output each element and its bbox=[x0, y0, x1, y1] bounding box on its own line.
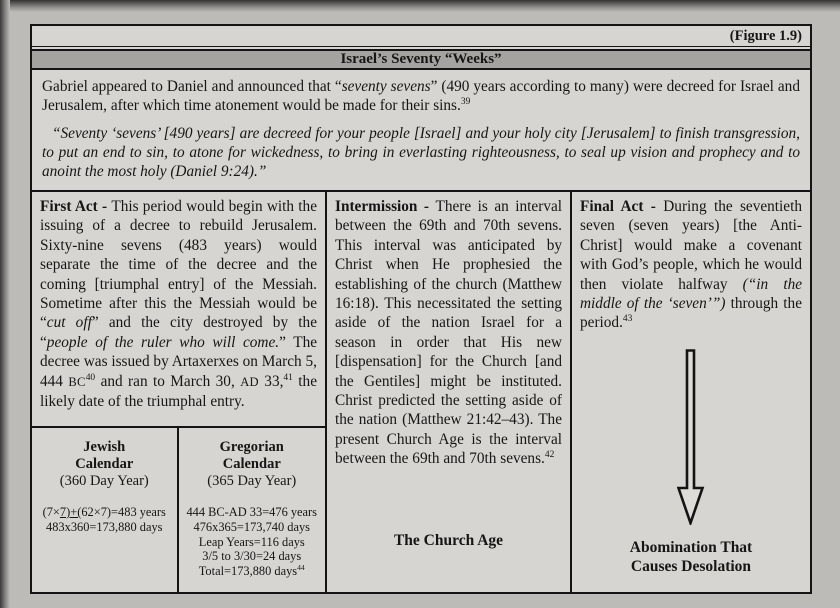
abomination-label-line1: Abomination That bbox=[629, 539, 753, 556]
abomination-label-line2: Causes Desolation bbox=[630, 558, 752, 575]
church-age-label: The Church Age bbox=[393, 532, 504, 549]
figure-label-row bbox=[32, 26, 810, 47]
formula-line: 476x365=173,740 days bbox=[193, 519, 310, 534]
calendar-table bbox=[32, 426, 325, 592]
final-act-column bbox=[572, 192, 810, 592]
formula-line: 3/5 to 3/30=24 days bbox=[202, 549, 302, 564]
first-act-column bbox=[32, 192, 327, 592]
gregorian-calendar-cell bbox=[179, 428, 326, 592]
final-act-text: Final Act - During the seventieth seven (seven years) [the Anti-Christ] would make a covenant with God’s people, which he would then violate halfway (“in the middle of the ‘seven’”) through the period.$^{43}$ bbox=[580, 198, 803, 332]
page-left-edge-shadow bbox=[0, 0, 10, 608]
formula-line: Total=173,880 days$^{44}$ bbox=[198, 563, 305, 579]
formula-line: 444 BC-AD 33=476 years bbox=[186, 505, 318, 519]
formula-line: (7×7)+(62×7)=483 years bbox=[42, 505, 166, 519]
jewish-calendar-title-line1: Jewish bbox=[83, 439, 126, 455]
figure-label: (Figure 1.9) bbox=[729, 27, 802, 44]
formula-line: Leap Years=116 days bbox=[198, 534, 305, 549]
down-arrow-icon bbox=[677, 349, 705, 525]
intermission-column bbox=[327, 192, 572, 592]
gregorian-calendar-title-line1: Gregorian bbox=[219, 439, 284, 455]
gregorian-calendar-subtitle: (365 Day Year) bbox=[207, 473, 297, 489]
intro-section bbox=[32, 70, 810, 192]
jewish-calendar-subtitle: (360 Day Year) bbox=[59, 473, 149, 489]
figure-title-band bbox=[32, 49, 810, 70]
scripture-quote: “Seventy ‘sevens’ [490 years] are decreed for your people [Israel] and your holy city [Jerusalem] to finish transgression, to put an end to sin, to atone for wickedness, to bring in everlasting righteousness, to seal up vision and prophecy and to anoint the most holy (Daniel 9:24).” bbox=[42, 125, 800, 180]
abomination-label bbox=[580, 538, 802, 576]
gregorian-calendar-formulas bbox=[179, 505, 326, 579]
first-act-text: First Act - This period would begin with the issuing of a decree to rebuild Jerusalem. Sixty-nine sevens (483 years) would separate the time of the decree and the coming [triumphal entry] of the Messiah. Sometime after this the Messiah would be “cut off” and the city destroyed by the “people of the ruler who will come.” The decree was issued by Artaxerxes on March 5, 444 BC$^{40}$ and ran to March 30, AD 33,41 the likely date of the triumphal entry. bbox=[40, 198, 318, 411]
intermission-text: Intermission - There is an interval between the 69th and 70th sevens. This interval was anticipated by Christ when He prophesied the establishing of the church (Matthew 16:18). This necessitated the setting aside of the nation Israel for a season in order that His new [dispensation] for the Church [and the Gentiles] might be instituted. Christ predicted the setting aside of the nation (Matthew 21:42–43). The present Church Age is the interval between the 69th and 70th sevens.$^{42}$ bbox=[335, 198, 563, 468]
formula-line: 483x360=173,880 days bbox=[46, 519, 163, 534]
jewish-calendar-formulas bbox=[32, 505, 177, 535]
intro-paragraph: Gabriel appeared to Daniel and announced that “seventy sevens” (490 years according to many) were decreed for Israel and Jerusalem, after which time atonement would be made for their sins.$^{39}$ bbox=[42, 78, 800, 114]
jewish-calendar-title-line2: Calendar bbox=[75, 456, 134, 472]
figure-table bbox=[30, 24, 812, 594]
page-top-edge-shadow bbox=[0, 0, 840, 12]
figure-title: Israel’s Seventy “Weeks” bbox=[340, 51, 502, 67]
gregorian-calendar-title-line2: Calendar bbox=[222, 456, 281, 472]
jewish-calendar-cell bbox=[32, 428, 179, 592]
three-column-section bbox=[32, 192, 810, 592]
